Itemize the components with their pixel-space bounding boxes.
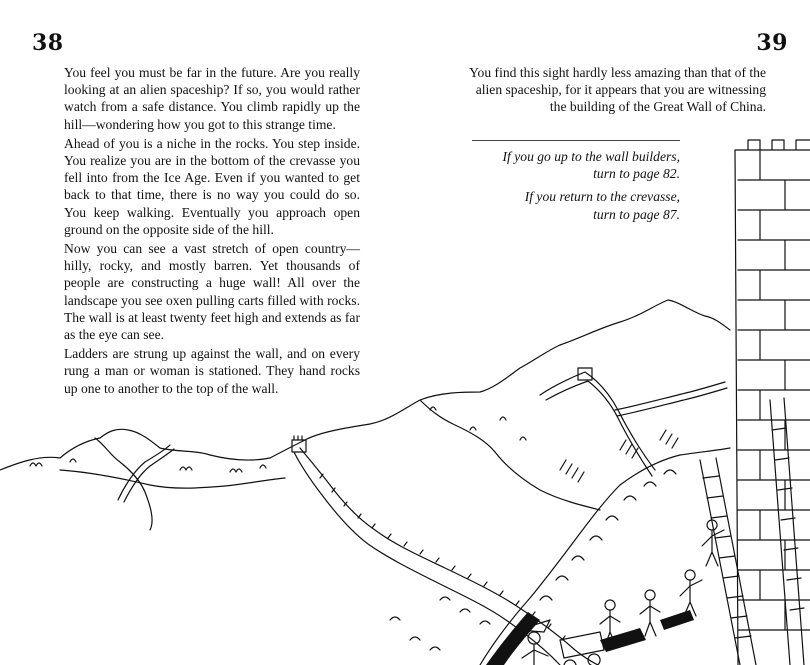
tower-outline [735,140,810,665]
worker-3 [640,590,660,636]
watchtower-1 [292,436,306,452]
right-page-text [462,64,766,116]
wall-left-b [124,449,174,502]
choice-1-page: turn to page 82. [593,166,680,182]
paragraph-4: Ladders are strung up against the wall, and on every rung a man or woman is stationed. They hand rocks up one to another to the top of the wall. [64,346,360,396]
ridge-low [60,470,285,488]
page-number-right: 39 [756,30,788,56]
paragraph-2: Ahead of you is a niche in the rocks. You step inside. You realize you are in the bottom of the crevasse you fell into from the Ice Age. Even if you wanted to get back to that time, there is no way you could do so. You keep walking. Eventually you approach open ground on the opposite side of the hill. [64,135,360,237]
worker-2 [680,570,702,616]
wall-far-b [617,388,727,416]
ridge-right [560,300,730,345]
wall-upper-b [546,381,652,476]
cart [560,632,604,665]
ridge-left [0,345,560,470]
wall-main-top [300,448,598,665]
rocks-2 [390,597,490,650]
far-hill [420,400,600,510]
choice-1-condition: If you go up to the wall builders, [502,149,680,164]
rocks-1 [540,470,676,600]
shrubs [30,407,526,472]
paragraph-3: Now you can see a vast stretch of open country—hilly, rocky, and mostly barren. Yet thousands of people are constructing a huge wall! All over the landscape you see oxen pulling carts filled with rocks. The wall is at least twenty feet high and extends as far as the eye can see. [64,241,360,343]
great-wall-illustration [0,130,810,665]
shadow-foreground [486,612,540,665]
hatching [560,430,678,482]
wall-far [615,382,725,410]
page-number-left: 38 [32,30,64,56]
ladder-right [770,398,804,665]
wall-upper-a [540,372,655,470]
choice-2-page: turn to page 87. [593,206,680,222]
paragraph-1: You feel you must be far in the future. Are you really looking at an alien spaceship? If so, you would rather watch from a safe distance. You climb rapidly up the hill—wondering how you got to this strange time. [64,65,360,132]
right-paragraph: You find this sight hardly less amazing than that of the alien spaceship, for it appears that you are witnessing the building of the Great Wall of China. [469,65,766,115]
tower-bricks [738,150,810,630]
wall-left-a [118,445,170,500]
choice-2-condition: If you return to the crevasse, [524,189,680,205]
